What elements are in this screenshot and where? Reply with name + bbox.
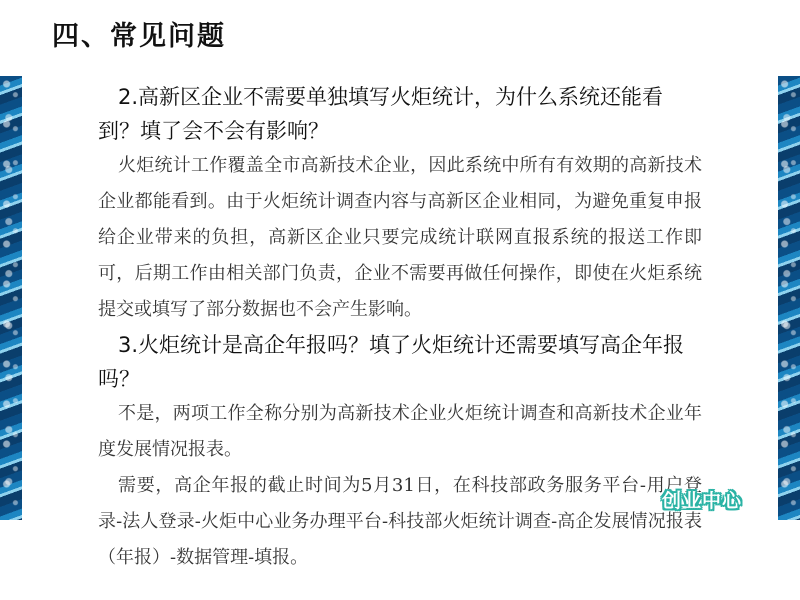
decorative-water-strip-right — [778, 76, 800, 520]
decorative-water-strip-left — [0, 76, 22, 520]
page-title: 四、常见问题 — [52, 21, 226, 52]
faq-answer-2: 火炬统计工作覆盖全市高新技术企业，因此系统中所有有效期的高新技术企业都能看到。由于火炬统计调查内容与高新区企业相同，为避免重复申报给企业带来的负担，高新区企业只要完成统计联网直报系统的报送工作即可，后期工作由相关部门负责，企业不需要再做任何操作，即使在火炬系统提交或填写了部分数据也不会产生影响。 — [98, 155, 702, 320]
faq-content — [98, 80, 702, 576]
faq-question-2: 2.高新区企业不需要单独填写火炬统计，为什么系统还能看到？填了会不会有影响？ — [98, 85, 664, 143]
faq-answer-3-part-1: 不是，两项工作全称分别为高新技术企业火炬统计调查和高新技术企业年度发展情况报表。 — [98, 403, 702, 460]
faq-answer-3-part-2: 需要，高企年报的截止时间为5月31日，在科技部政务服务平台-用户登录-法人登录-火炬中心业务办理平台-科技部火炬统计调查-高企发展情况报表（年报）-数据管理-填报。 — [98, 475, 702, 568]
faq-question-3: 3.火炬统计是高企年报吗？填了火炬统计还需要填写高企年报吗？ — [98, 333, 685, 391]
watermark-logo: 创业中心 — [662, 490, 743, 512]
